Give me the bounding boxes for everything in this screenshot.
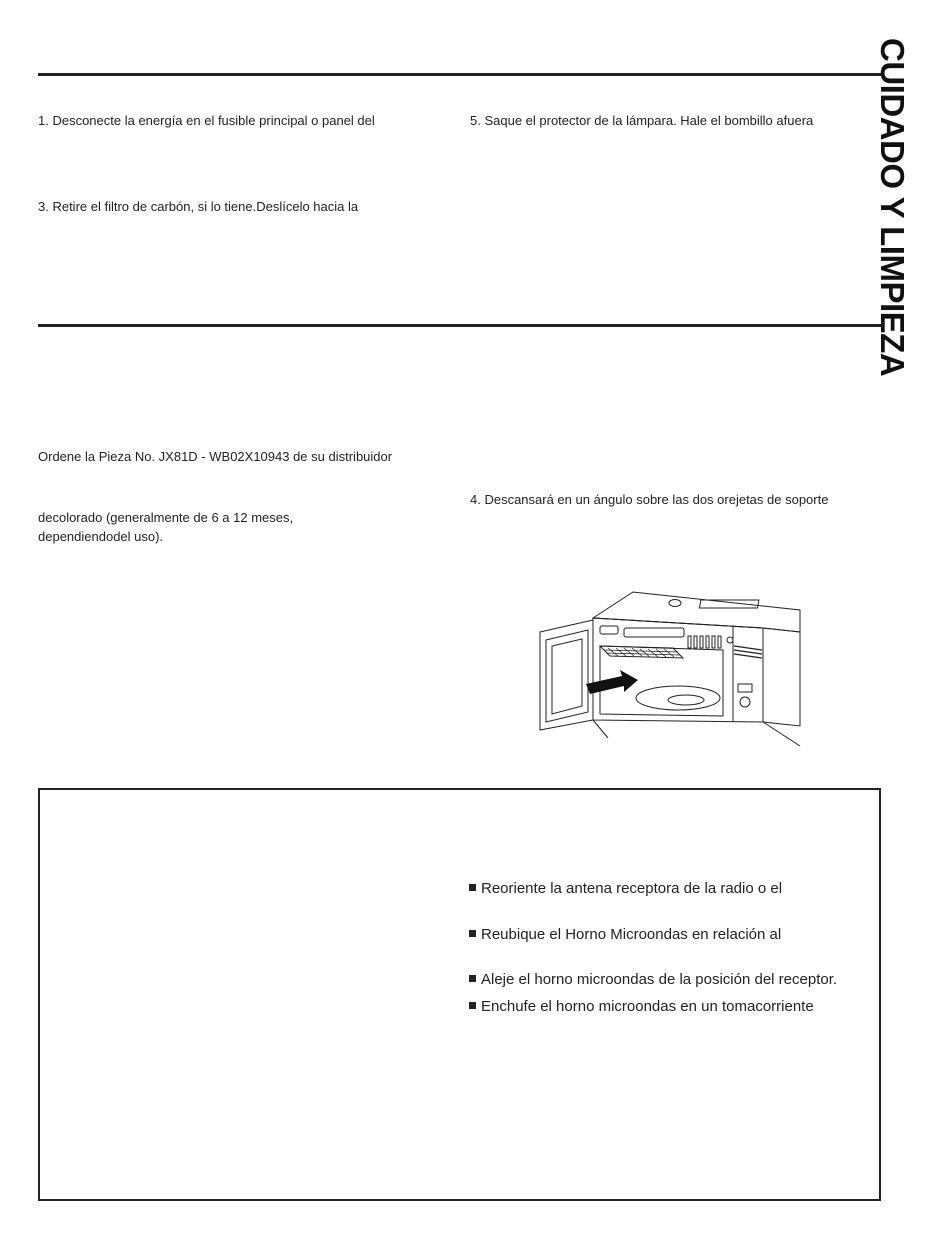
bullet-reorient-antenna: Reoriente la antena receptora de la radio o el [469,879,782,899]
bullet-square-icon [469,1002,476,1009]
section-divider-middle [38,324,882,327]
bullet-relocate-oven: Reubique el Horno Microondas en relación al [469,925,781,945]
step-3-text: 3. Retire el filtro de carbón, si lo tiene.Deslícelo hacia la [38,199,359,214]
discolor-text-line-2: dependiendodel uso). [38,529,164,544]
step-1-text: 1. Desconecte la energía en el fusible principal o panel del [38,113,375,128]
discolor-text-line-1: decolorado (generalmente de 6 a 12 meses, [38,510,294,525]
side-section-title: CUIDADO Y LIMPIEZA [874,38,911,377]
bullet-square-icon [469,884,476,891]
microwave-filter-illustration [538,588,802,748]
bullet-move-away-receiver: Aleje el horno microondas de la posición del receptor. [469,970,837,990]
bullet-different-outlet: Enchufe el horno microondas en un tomacorriente [469,997,814,1017]
order-part-text: Ordene la Pieza No. JX81D - WB02X10943 de su distribuidor [38,449,393,464]
step-4-text: 4. Descansará en un ángulo sobre las dos orejetas de soporte [470,492,829,507]
bullet-square-icon [469,930,476,937]
section-divider-top [38,73,882,76]
step-5-text: 5. Saque el protector de la lámpara. Hale el bombillo afuera [470,113,814,128]
bullet-square-icon [469,975,476,982]
interference-notice-box [38,788,881,1201]
